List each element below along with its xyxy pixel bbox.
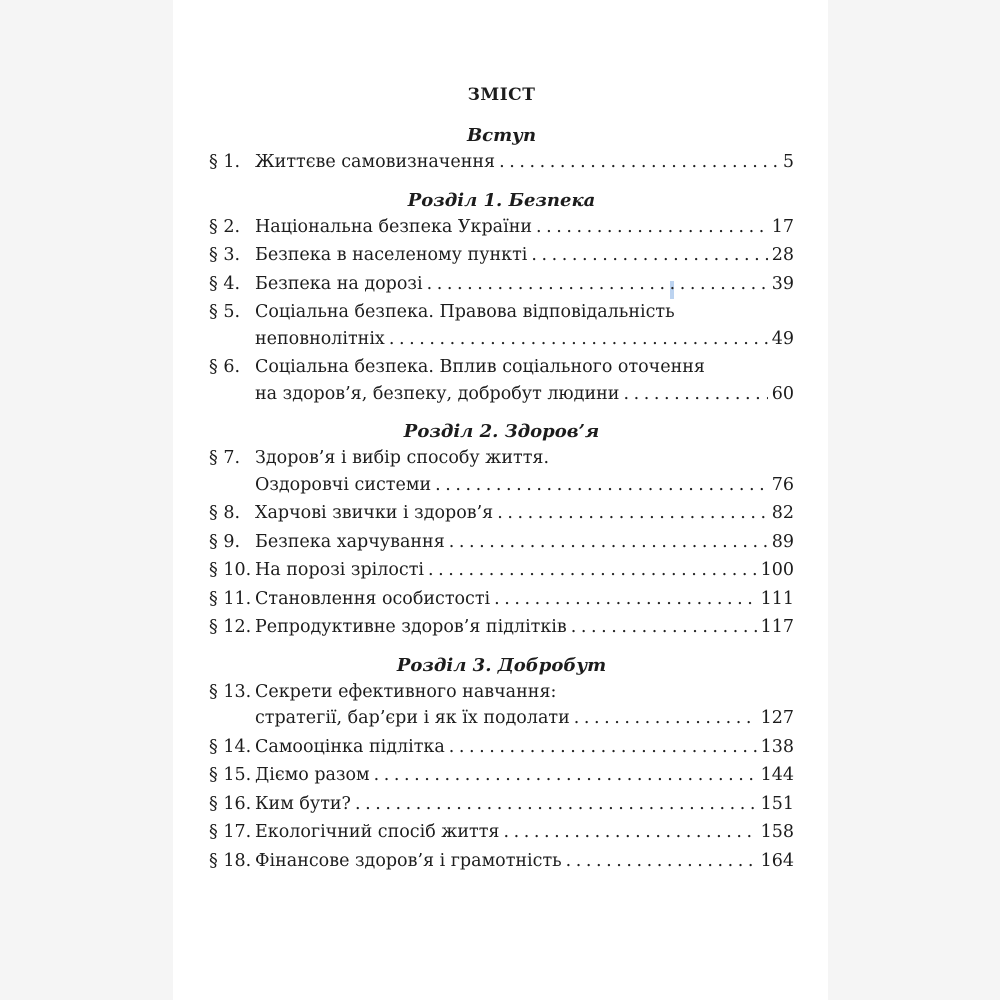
toc-entry-line <box>209 500 794 527</box>
paragraph-number: § 18. <box>209 850 252 871</box>
toc-entry-line <box>209 299 794 326</box>
dot-leader <box>623 381 767 408</box>
dot-leader <box>531 242 767 269</box>
page-number: 49 <box>771 328 794 349</box>
toc-section <box>209 123 794 176</box>
entry-title: На порозі зрілості <box>255 560 424 580</box>
entry-title: Соціальна безпека. Вплив соціального оточення <box>255 357 705 377</box>
page-number: 117 <box>760 617 794 637</box>
page-number: 151 <box>760 793 794 814</box>
paragraph-number: § 5. <box>209 302 241 322</box>
paragraph-number: § 1. <box>209 152 241 172</box>
section-heading: Вступ <box>466 125 537 146</box>
dot-leader <box>449 734 757 761</box>
paragraph-number: § 3. <box>209 245 241 265</box>
toc-entry[interactable] <box>209 586 794 613</box>
toc-entry[interactable] <box>209 299 794 352</box>
dot-leader <box>435 472 768 499</box>
toc-section <box>209 188 794 408</box>
section-heading: Розділ 1. Безпека <box>407 189 596 211</box>
entry-title: Самооцінка підлітка <box>255 736 445 757</box>
toc-entry-line <box>209 242 794 269</box>
toc-entry-line <box>209 445 794 472</box>
page-number: 60 <box>771 383 794 404</box>
page-number: 100 <box>760 560 794 580</box>
toc-entry-line <box>209 271 794 298</box>
page-number: 144 <box>760 765 794 785</box>
toc-section <box>209 419 794 641</box>
page-number: 17 <box>771 216 794 237</box>
toc-sections <box>209 123 794 874</box>
page-number: 158 <box>760 822 794 842</box>
page-number: 127 <box>760 708 794 728</box>
toc-entry-line <box>209 557 794 584</box>
toc-entry[interactable] <box>209 679 794 732</box>
toc-entry[interactable] <box>209 734 794 761</box>
toc-entry-line <box>209 679 794 706</box>
entry-title: Безпека в населеному пункті <box>255 245 528 265</box>
entry-title: Діємо разом <box>255 765 370 785</box>
paragraph-number: § 16. <box>209 793 252 814</box>
paragraph-number: § 12. <box>209 617 252 637</box>
entry-title: стратегії, бар’єри і як їх подолати <box>255 708 570 728</box>
toc-entry-line <box>209 705 794 732</box>
toc-entry[interactable] <box>209 242 794 269</box>
dot-leader <box>374 762 757 789</box>
page-number: 39 <box>771 273 794 294</box>
toc-entry-line <box>209 848 794 875</box>
entry-title: Харчові звички і здоров’я <box>255 503 494 523</box>
paragraph-number: § 9. <box>209 531 241 552</box>
paragraph-number: § 15. <box>209 765 252 785</box>
dot-leader <box>389 326 768 353</box>
paragraph-number: § 7. <box>209 448 241 468</box>
entry-title: Оздоровчі системи <box>255 474 432 495</box>
toc-entry[interactable] <box>209 529 794 556</box>
entry-title: Безпека харчування <box>255 531 445 552</box>
toc-entry[interactable] <box>209 819 794 846</box>
entry-title: Життєве самовизначення <box>255 152 496 172</box>
section-heading: Розділ 3. Добробут <box>396 654 607 676</box>
dot-leader <box>449 529 768 556</box>
toc-entry-line <box>209 354 794 381</box>
paragraph-number: § 6. <box>209 357 241 377</box>
dot-leader <box>428 557 757 584</box>
entry-title: Національна безпека України <box>255 216 533 237</box>
toc-entry-line <box>209 214 794 241</box>
entry-title: Екологічний спосіб життя <box>255 822 500 842</box>
toc-section <box>209 653 794 875</box>
dot-leader <box>427 271 768 298</box>
toc-entry[interactable] <box>209 271 794 298</box>
entry-title: Безпека на дорозі <box>255 273 423 294</box>
toc-entry-line <box>209 734 794 761</box>
dot-leader <box>571 614 757 641</box>
entry-title: Здоров’я і вибір способу життя. <box>255 448 550 468</box>
dot-leader <box>574 705 757 732</box>
table-of-contents <box>209 80 794 886</box>
page-number: 89 <box>771 531 794 552</box>
page-number: 28 <box>771 245 794 265</box>
paragraph-number: § 17. <box>209 822 252 842</box>
dot-leader <box>536 214 768 241</box>
page-number: 5 <box>782 152 794 172</box>
entry-title: Секрети ефективного навчання: <box>255 681 557 702</box>
toc-entry-line <box>209 762 794 789</box>
toc-entry-line <box>209 472 794 499</box>
paragraph-number: § 8. <box>209 503 241 523</box>
entry-title: Ким бути? <box>255 793 351 814</box>
toc-entry-line <box>209 326 794 353</box>
toc-entry[interactable] <box>209 149 794 176</box>
section-heading: Розділ 2. Здоров’я <box>403 421 600 442</box>
paragraph-number: § 14. <box>209 736 252 757</box>
toc-entry[interactable] <box>209 614 794 641</box>
dot-leader <box>503 819 756 846</box>
toc-entry[interactable] <box>209 214 794 241</box>
toc-entry-line <box>209 381 794 408</box>
page-number: 82 <box>771 503 794 523</box>
toc-entry-line <box>209 791 794 818</box>
page-number: 111 <box>760 588 794 609</box>
page-number: 138 <box>760 736 794 757</box>
toc-entry[interactable] <box>209 500 794 527</box>
entry-title: Соціальна безпека. Правова відповідальність <box>255 302 675 322</box>
paragraph-number: § 2. <box>209 216 241 237</box>
toc-entry[interactable] <box>209 791 794 818</box>
paragraph-number: § 10. <box>209 560 252 580</box>
dot-leader <box>355 791 757 818</box>
paragraph-number: § 13. <box>209 681 252 702</box>
toc-entry-line <box>209 819 794 846</box>
toc-entry-line <box>209 614 794 641</box>
dot-leader <box>499 149 779 176</box>
dot-leader <box>497 500 768 527</box>
dot-leader <box>494 586 756 613</box>
paragraph-number: § 4. <box>209 273 241 294</box>
toc-entry[interactable] <box>209 445 794 498</box>
page-number: 164 <box>760 850 794 871</box>
toc-entry[interactable] <box>209 762 794 789</box>
dot-leader <box>566 848 757 875</box>
entry-title: на здоров’я, безпеку, добробут людини <box>255 383 620 404</box>
toc-entry-line <box>209 149 794 176</box>
entry-title: Фінансове здоров’я і грамотність <box>255 850 562 871</box>
entry-title: неповнолітніх <box>255 328 385 349</box>
document-page <box>173 0 828 1000</box>
toc-entry-line <box>209 529 794 556</box>
entry-title: Становлення особистості <box>255 588 491 609</box>
toc-entry[interactable] <box>209 848 794 875</box>
entry-title: Репродуктивне здоров’я підлітків <box>255 617 567 637</box>
toc-entry[interactable] <box>209 557 794 584</box>
toc-entry[interactable] <box>209 354 794 407</box>
page-number: 76 <box>771 474 794 495</box>
toc-title: ЗМІСТ <box>467 85 536 105</box>
toc-entry-line <box>209 586 794 613</box>
paragraph-number: § 11. <box>209 588 252 609</box>
